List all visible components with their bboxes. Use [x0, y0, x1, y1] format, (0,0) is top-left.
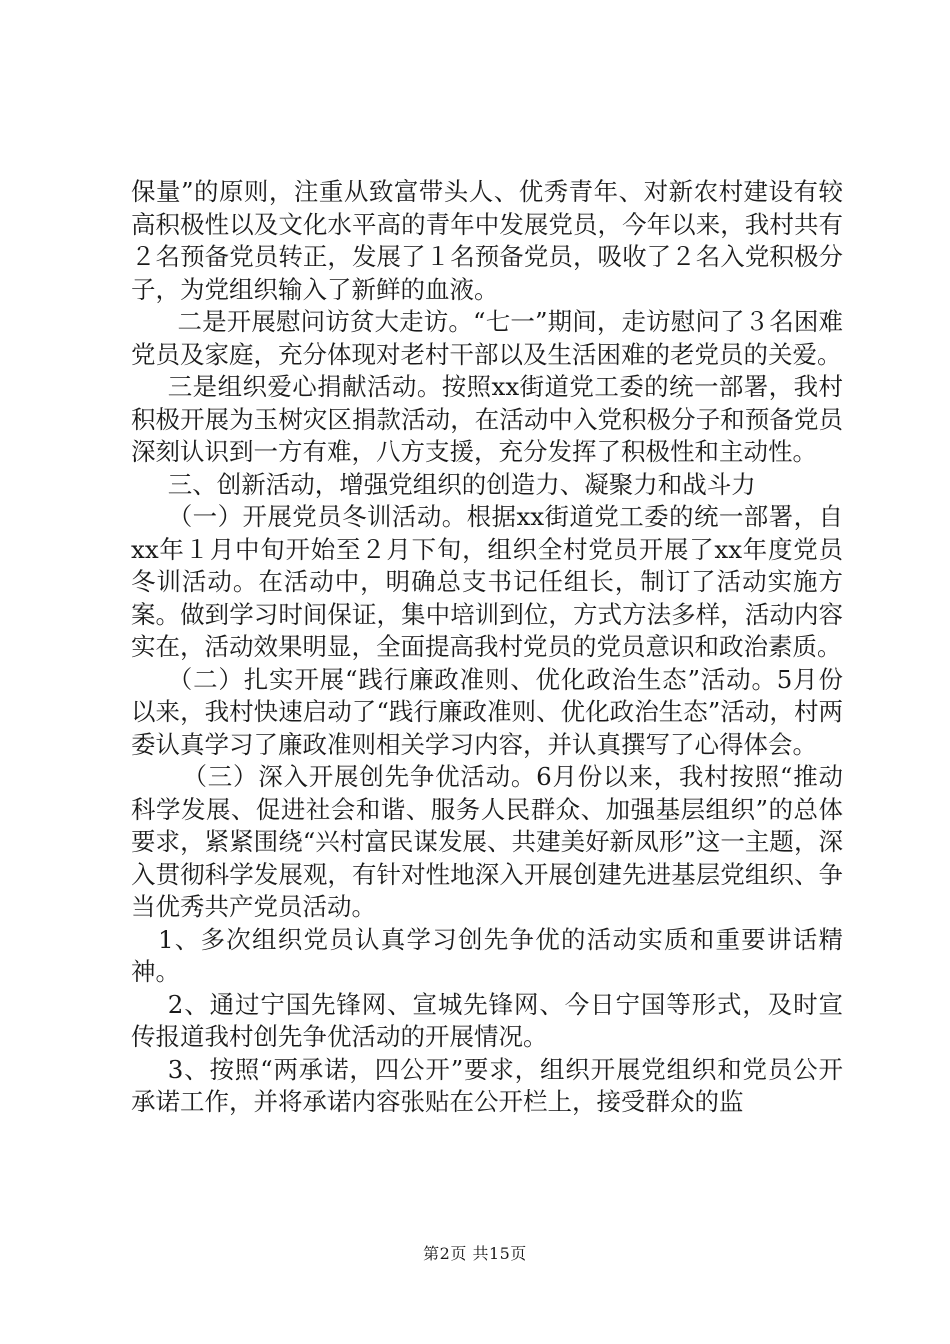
paragraph-0: 保量”的原则，注重从致富带头人、优秀青年、对新农村建设有较高积极性以及文化水平高的青年中发展党员，今年以来，我村共有２名预备党员转正，发展了１名预备党员，吸收了２名入党积极分子，为党组织输入了新鲜的血液。	[131, 177, 843, 304]
section-heading-3: 三、创新活动，增强党组织的创造力、凝聚力和战斗力	[167, 469, 756, 499]
paragraph-5: （二）扎实开展“践行廉政准则、优化政治生态”活动。5月份以来，我村快速启动了“践行廉政准则、优化政治生态”活动，村两委认真学习了廉政准则相关学习内容，并认真撰写了心得体会。	[131, 664, 843, 759]
paragraph-6: （三）深入开展创先争优活动。6月份以来，我村按照“推动科学发展、促进社会和谐、服务人民群众、加强基层组织”的总体要求，紧紧围绕“兴村富民谋发展、共建美好新凤形”这一主题，深入贯彻科学发展观，有针对性地深入开展创建先进基层党组织、争当优秀共产党员活动。	[131, 762, 843, 921]
paragraph-1: 二是开展慰问访贫大走访。“七一”期间，走访慰问了３名困难党员及家庭，充分体现对老村干部以及生活困难的老党员的关爱。	[131, 307, 843, 369]
list-item-1: 1、多次组织党员认真学习创先争优的活动实质和重要讲话精神。	[131, 924, 843, 986]
paragraph-2: 三是组织爱心捐献活动。按照xx街道党工委的统一部署，我村积极开展为玉树灾区捐款活动，在活动中入党积极分子和预备党员深刻认识到一方有难，八方支援，充分发挥了积极性和主动性。	[131, 372, 843, 466]
list-item-2: 2、通过宁国先锋网、宣城先锋网、今日宁国等形式，及时宣传报道我村创先争优活动的开展情况。	[131, 989, 843, 1051]
paragraph-4: （一）开展党员冬训活动。根据xx街道党工委的统一部署，自xx年１月中旬开始至２月下旬，组织全村党员开展了xx年度党员冬训活动。在活动中，明确总支书记任组长，制订了活动实施方案。做到学习时间保证，集中培训到位，方式方法多样，活动内容实在，活动效果明显，全面提高我村党员的党员意识和政治素质。	[131, 502, 843, 661]
list-item-3: 3、按照“两承诺，四公开”要求，组织开展党组织和党员公开承诺工作，并将承诺内容张贴在公开栏上，接受群众的监	[131, 1054, 843, 1116]
document-body	[131, 176, 843, 1119]
page-number-footer: 第2页 共15页	[423, 1244, 527, 1263]
